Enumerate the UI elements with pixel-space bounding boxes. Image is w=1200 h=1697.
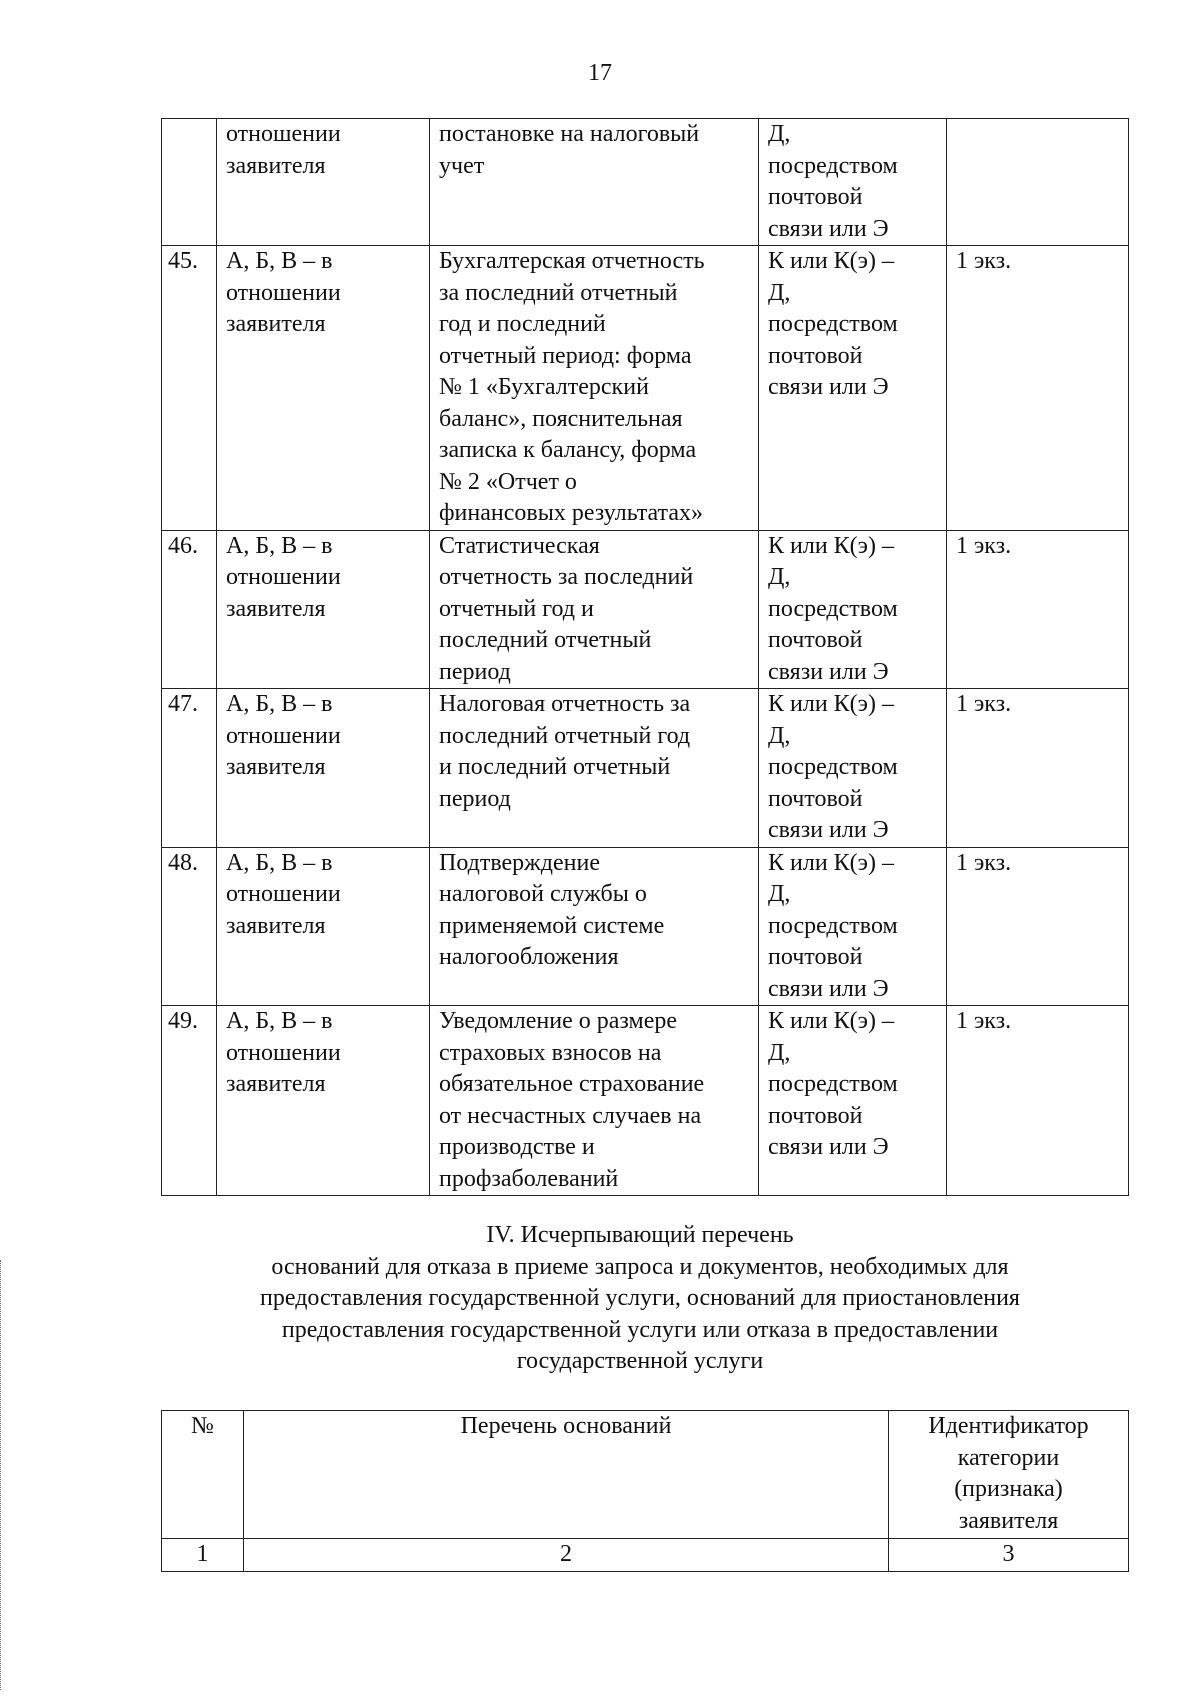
table-row	[162, 689, 1129, 848]
table-row	[162, 530, 1129, 689]
copies-cell: 1 экз.	[947, 246, 1129, 531]
table-row	[162, 246, 1129, 531]
table-numbers-row	[162, 1539, 1129, 1572]
page-number: 17	[588, 60, 612, 86]
header-category-id: Идентификатор категории (признака) заявителя	[889, 1411, 1129, 1539]
document-cell: Статистическая отчетность за последний отчетный год и последний отчетный период	[430, 530, 759, 689]
row-number: 48.	[162, 847, 217, 1006]
copies-cell: 1 экз.	[947, 847, 1129, 1006]
copies-cell: 1 экз.	[947, 1006, 1129, 1196]
applicant-cell: А, Б, В – в отношении заявителя	[217, 246, 430, 531]
grounds-table	[161, 1410, 1129, 1572]
row-number: 45.	[162, 246, 217, 531]
row-number: 47.	[162, 689, 217, 848]
column-number-2: 2	[244, 1539, 889, 1572]
document-cell: постановке на налоговый учет	[430, 119, 759, 246]
form-cell: К или К(э) – Д, посредством почтовой связи или Э	[759, 689, 947, 848]
table-row	[162, 119, 1129, 246]
applicant-cell: А, Б, В – в отношении заявителя	[217, 1006, 430, 1196]
document-cell: Налоговая отчетность за последний отчетный год и последний отчетный период	[430, 689, 759, 848]
document-cell: Подтверждение налоговой службы о применяемой системе налогообложения	[430, 847, 759, 1006]
table-header-row	[162, 1411, 1129, 1539]
section-title: IV. Исчерпывающий перечень	[486, 1222, 794, 1248]
section-subtitle: оснований для отказа в приеме запроса и документов, необходимых для предоставления государственной услуги, оснований для приостановления предоставления государственной услуги или отказа в предоставлении государственной услуги	[260, 1253, 1020, 1374]
copies-cell: 1 экз.	[947, 530, 1129, 689]
column-number-1: 1	[162, 1539, 244, 1572]
documents-table	[161, 118, 1129, 1196]
scan-edge-line	[0, 1260, 3, 1690]
form-cell: К или К(э) – Д, посредством почтовой связи или Э	[759, 530, 947, 689]
section-heading	[150, 1220, 1130, 1378]
applicant-cell: отношении заявителя	[217, 119, 430, 246]
applicant-cell: А, Б, В – в отношении заявителя	[217, 530, 430, 689]
row-number: 49.	[162, 1006, 217, 1196]
column-number-3: 3	[889, 1539, 1129, 1572]
document-cell: Бухгалтерская отчетность за последний отчетный год и последний отчетный период: форма № 1 «Бухгалтерский баланс», пояснительная записка к балансу, форма № 2 «Отчет о финансовых результатах»	[430, 246, 759, 531]
row-number	[162, 119, 217, 246]
form-cell: К или К(э) – Д, посредством почтовой связи или Э	[759, 847, 947, 1006]
header-number: №	[162, 1411, 244, 1539]
copies-cell	[947, 119, 1129, 246]
form-cell: Д, посредством почтовой связи или Э	[759, 119, 947, 246]
row-number: 46.	[162, 530, 217, 689]
form-cell: К или К(э) – Д, посредством почтовой связи или Э	[759, 1006, 947, 1196]
table-row	[162, 1006, 1129, 1196]
header-grounds: Перечень оснований	[244, 1411, 889, 1539]
applicant-cell: А, Б, В – в отношении заявителя	[217, 847, 430, 1006]
form-cell: К или К(э) – Д, посредством почтовой связи или Э	[759, 246, 947, 531]
document-cell: Уведомление о размере страховых взносов на обязательное страхование от несчастных случаев на производстве и профзаболеваний	[430, 1006, 759, 1196]
copies-cell: 1 экз.	[947, 689, 1129, 848]
applicant-cell: А, Б, В – в отношении заявителя	[217, 689, 430, 848]
table-row	[162, 847, 1129, 1006]
